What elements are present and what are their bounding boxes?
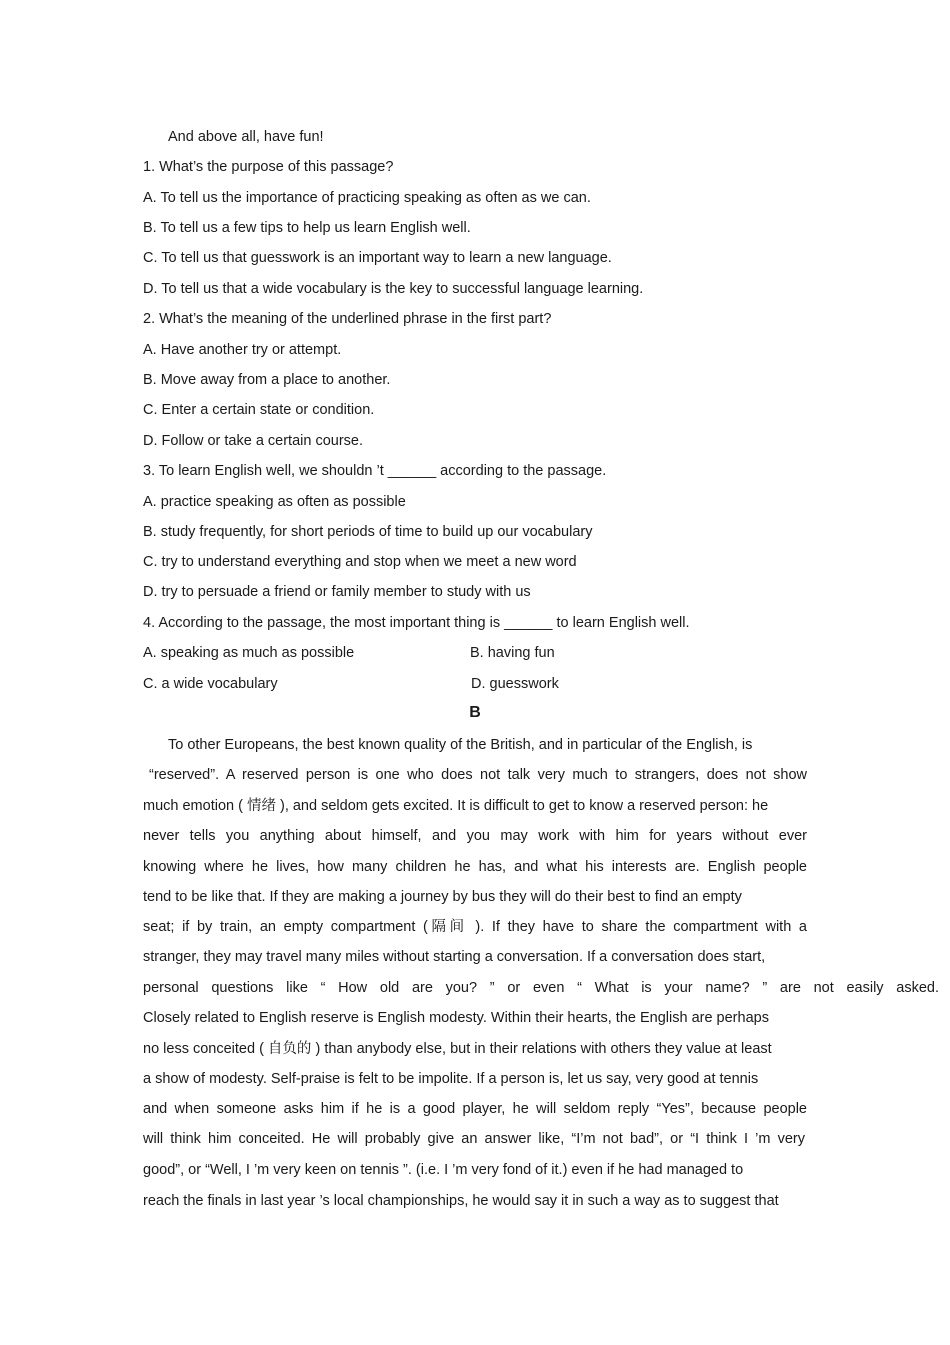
section-b-title: B: [469, 704, 481, 721]
q3-option-b: B. study frequently, for short periods of time to build up our vocabulary: [143, 524, 593, 540]
question-2: 2. What’s the meaning of the underlined phrase in the first part?: [143, 311, 552, 327]
passage-line: To other Europeans, the best known quality of the British, and in particular of the English, is: [168, 737, 753, 753]
q1-option-d: D. To tell us that a wide vocabulary is the key to successful language learning.: [143, 281, 644, 297]
passage-line: “reserved”. A reserved person is one who does not talk very much to strangers, does not show: [149, 767, 807, 783]
q1-option-b: B. To tell us a few tips to help us learn English well.: [143, 220, 471, 236]
passage-line: personal questions like “ How old are you? ” or even “ What is your name? ” are not easily asked.: [143, 980, 939, 996]
q3-option-c: C. try to understand everything and stop when we meet a new word: [143, 554, 577, 570]
passage-line: much emotion ( 情绪 ), and seldom gets excited. It is difficult to get to know a reserved person: he: [143, 798, 769, 814]
q4-option-b: B. having fun: [470, 645, 555, 661]
q2-option-d: D. Follow or take a certain course.: [143, 433, 364, 449]
passage-line: Closely related to English reserve is English modesty. Within their hearts, the English are perhaps: [143, 1010, 769, 1026]
q4-option-c: C. a wide vocabulary: [143, 676, 278, 692]
q3-option-d: D. try to persuade a friend or family member to study with us: [143, 584, 531, 600]
q1-option-a: A. To tell us the importance of practicing speaking as often as we can.: [143, 190, 591, 206]
passage-line: knowing where he lives, how many children he has, and what his interests are. English people: [143, 859, 807, 875]
passage-line: reach the finals in last year ’s local championships, he would say it in such a way as to suggest that: [143, 1193, 779, 1209]
q2-option-b: B. Move away from a place to another.: [143, 372, 391, 388]
passage-line: a show of modesty. Self-praise is felt to be impolite. If a person is, let us say, very good at tennis: [143, 1071, 759, 1087]
q2-option-a: A. Have another try or attempt.: [143, 342, 342, 358]
passage-line: will think him conceited. He will probably give an answer like, “I’m not bad”, or “I think I ’m very: [143, 1131, 805, 1147]
passage-line: stranger, they may travel many miles without starting a conversation. If a conversation does start,: [143, 949, 766, 965]
q1-option-c: C. To tell us that guesswork is an important way to learn a new language.: [143, 250, 612, 266]
passage-line: never tells you anything about himself, and you may work with him for years without ever: [143, 828, 807, 844]
passage-line: no less conceited ( 自负的 ) than anybody else, but in their relations with others they value at least: [143, 1041, 772, 1057]
intro-line: And above all, have fun!: [168, 129, 324, 145]
q4-option-d: D. guesswork: [471, 676, 559, 692]
passage-line: tend to be like that. If they are making a journey by bus they will do their best to find an empty: [143, 889, 742, 905]
q3-option-a: A. practice speaking as often as possible: [143, 494, 406, 510]
question-3: 3. To learn English well, we shouldn ’t ______ according to the passage.: [143, 463, 607, 479]
passage-line: and when someone asks him if he is a good player, he will seldom reply “Yes”, because people: [143, 1101, 807, 1117]
passage-line: good”, or “Well, I ’m very keen on tennis ”. (i.e. I ’m very fond of it.) even if he had managed to: [143, 1162, 744, 1178]
passage-line: seat; if by train, an empty compartment (隔间 ). If they have to share the compartment with a: [143, 919, 807, 935]
question-1: 1. What’s the purpose of this passage?: [143, 159, 394, 175]
q2-option-c: C. Enter a certain state or condition.: [143, 402, 375, 418]
question-4: 4. According to the passage, the most important thing is ______ to learn English well.: [143, 615, 690, 631]
q4-option-a: A. speaking as much as possible: [143, 645, 355, 661]
